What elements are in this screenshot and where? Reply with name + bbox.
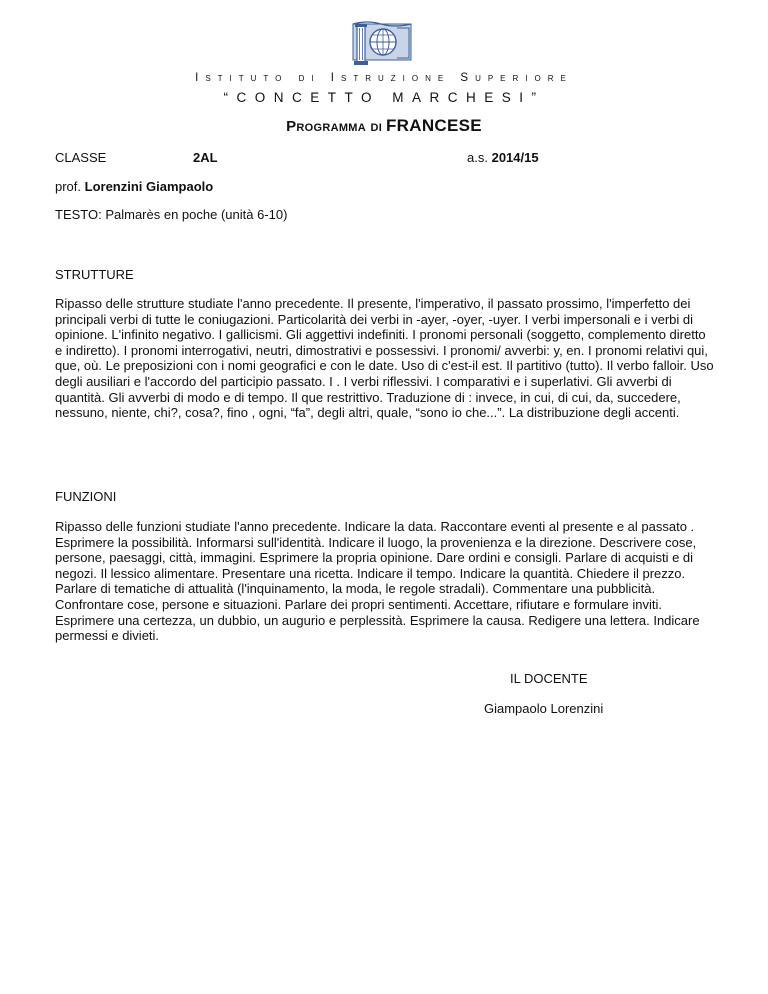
title-prefix: Programma di	[286, 118, 383, 135]
as-label: a.s.	[467, 150, 488, 165]
page-title	[0, 116, 768, 136]
school-year	[467, 150, 539, 166]
school-emblem-icon	[347, 18, 417, 70]
prof-name: Lorenzini Giampaolo	[84, 179, 214, 194]
teacher-line	[55, 179, 213, 195]
strutture-heading: STRUTTURE	[55, 267, 134, 282]
funzioni-heading: FUNZIONI	[55, 489, 117, 504]
title-subject: FRANCESE	[386, 116, 482, 135]
signature-role: IL DOCENTE	[510, 671, 588, 686]
funzioni-text: Ripasso delle funzioni studiate l'anno precedente. Indicare la data. Raccontare eventi al presente e al passato . Esprimere la possibilità. Informarsi sull'identità. Indicare il luogo, la provenienza e la direzione. Descrivere cose, persone, paesaggi, città, immagini. Esprimere la propria opinione. Dare ordini e consigli. Parlare di acquisti e di negozi. Il lessico alimentare. Presentare una ricetta. Indicare il tempo. Indicare la quantità. Chiedere il prezzo. Parlare di tematiche di attualità (l'inquinamento, la moda, le regole stradali). Commentare una pubblicità. Confrontare cose, persone e situazioni. Parlare dei propri sentimenti. Accettare, rifiutare e formulare inviti. Esprimere una certezza, un dubbio, un augurio e perplessità. Esprimere la causa. Redigere una lettera. Indicare permessi e divieti.	[55, 519, 700, 644]
classe-label: CLASSE	[55, 150, 107, 165]
prof-label: prof.	[55, 179, 82, 194]
classe-value: 2AL	[193, 150, 218, 165]
school-name: Istituto di Istruzione Superiore	[195, 72, 573, 84]
signature-name: Giampaolo Lorenzini	[484, 701, 604, 716]
strutture-text: Ripasso delle strutture studiate l'anno precedente. Il presente, l'imperativo, il passato prossimo, l'imperfetto dei principali verbi di tutte le coniugazioni. Particolarità dei verbi in -ayer, -oyer, -uyer. I verbi impersonali e i verbi di opinione. L'infinito negativo. I gallicismi. Gli aggettivi indefiniti. I pronomi personali (soggetto, complemento diretto e indiretto). I pronomi interrogativi, neutri, dimostrativi e possessivi. I pronomi/ avverbi: y, en. I pronomi relativi qui, que, où. Le preposizioni con i nomi geografici e con le date. Uso di c'est-il est. Il partitivo (tutto). Il verbo falloir. Uso degli ausiliari e l'accordo del participio passato. I . I verbi riflessivi. I comparativi e i superlativi. Gli avverbi di quantità. Gli avverbi di modo e di tempo. Il que restrittivo. Traduzione di : invece, in cui, di cui, da, succedere, nessuno, niente, chi?, cosa?, fino , ogni, “fa”, degli altri, quale, “sono io che...”. La distribuzione degli accenti.	[55, 296, 714, 421]
as-value: 2014/15	[491, 150, 539, 165]
school-name-quoted: “CONCETTO MARCHESI”	[223, 90, 545, 105]
textbook: TESTO: Palmarès en poche (unità 6-10)	[55, 207, 288, 222]
